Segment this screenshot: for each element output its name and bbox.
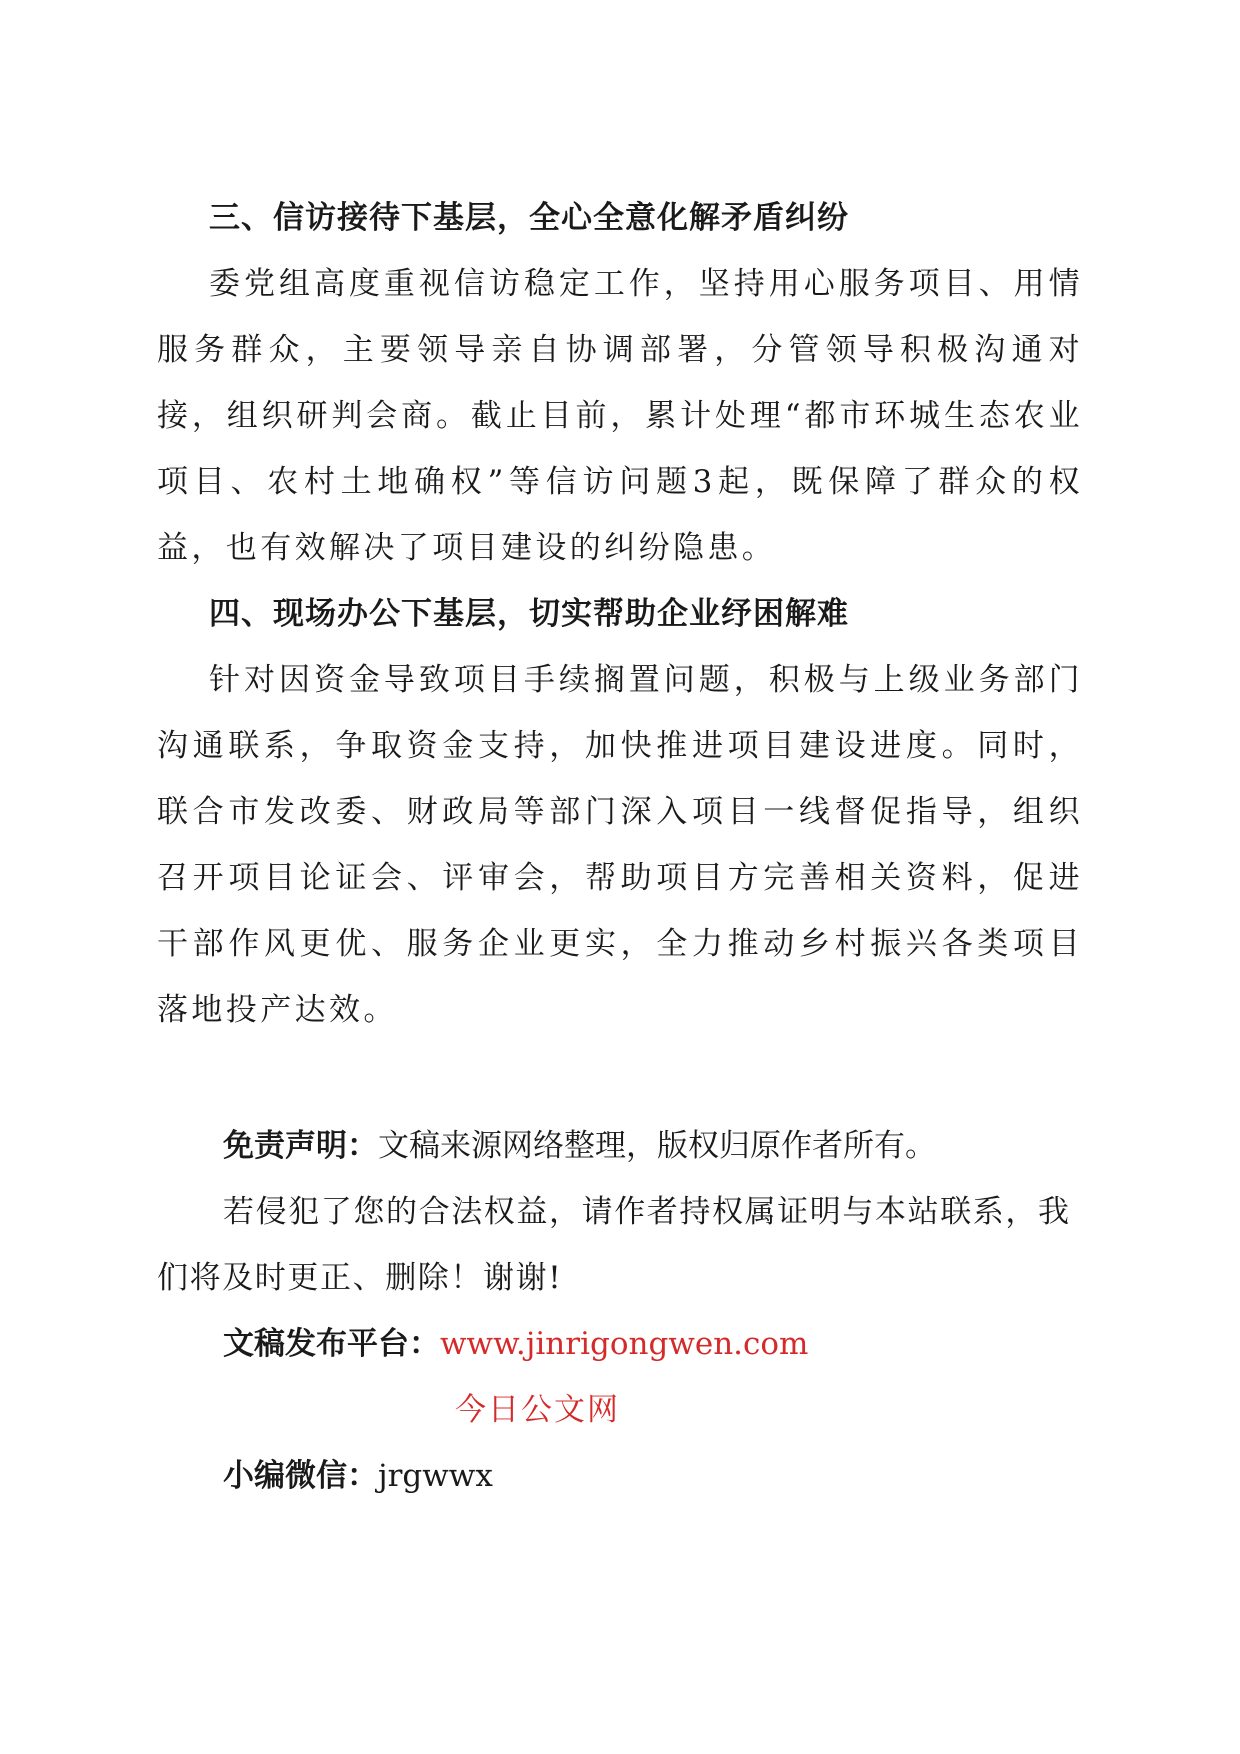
disclaimer-text: 文稿来源网络整理，版权归原作者所有。 (378, 1128, 936, 1164)
wechat-id: jrgwwx (378, 1458, 493, 1494)
spacer (157, 1043, 1083, 1113)
disclaimer-label: 免责声明： (223, 1128, 378, 1164)
section-body-4: 针对因资金导致项目手续搁置问题，积极与上级业务部门沟通联系，争取资金支持，加快推进项目建设进度。同时，联合市发改委、财政局等部门深入项目一线督促指导，组织召开项目论证会、评审会，帮助项目方完善相关资料，促进干部作风更优、服务企业更实，全力推动乡村振兴各类项目落地投产达效。 (157, 662, 1083, 1028)
section-body-3: 委党组高度重视信访稳定工作，坚持用心服务项目、用情服务群众，主要领导亲自协调部署，分管领导积极沟通对接，组织研判会商。截止目前，累计处理“都市环城生态农业项目、农村土地确权”等信访问题3起，既保障了群众的权益，也有效解决了项目建设的纠纷隐患。 (157, 266, 1083, 566)
wechat-line (157, 1443, 1083, 1509)
site-name: 今日公文网 (455, 1392, 620, 1428)
disclaimer-line (157, 1113, 1083, 1179)
section-heading-4: 四、现场办公下基层，切实帮助企业纾困解难 (209, 596, 849, 632)
disclaimer-notice: 若侵犯了您的合法权益，请作者持权属证明与本站联系，我们将及时更正、删除！谢谢! (157, 1194, 1071, 1296)
section-heading-3: 三、信访接待下基层，全心全意化解矛盾纠纷 (209, 200, 849, 236)
wechat-label: 小编微信： (223, 1458, 378, 1494)
platform-url-link[interactable]: www.jinrigongwen.com (440, 1326, 809, 1362)
document-page (157, 185, 1083, 1509)
platform-label: 文稿发布平台： (223, 1326, 440, 1362)
platform-line (157, 1311, 1083, 1377)
